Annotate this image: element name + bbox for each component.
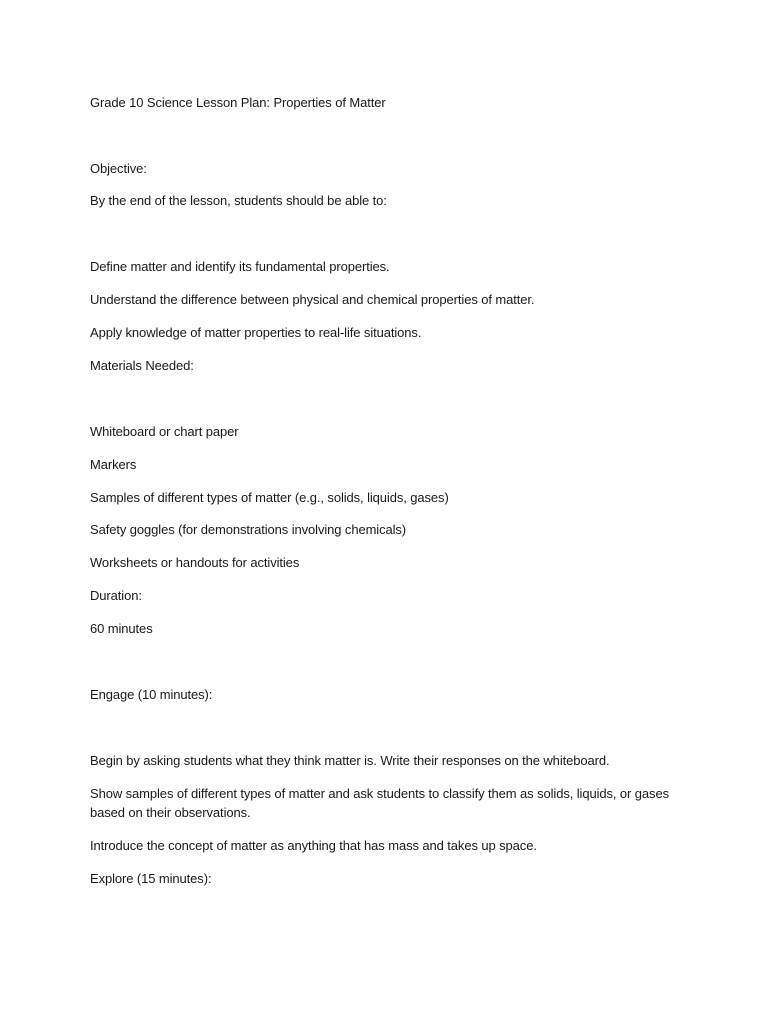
objective-item: Apply knowledge of matter properties to real-life situations.: [90, 325, 422, 340]
engage-item: Begin by asking students what they think matter is. Write their responses on the whiteboard.: [90, 753, 610, 768]
material-item: Safety goggles (for demonstrations involving chemicals): [90, 522, 407, 537]
engage-item: Introduce the concept of matter as anything that has mass and takes up space.: [90, 838, 537, 853]
engage-item: Show samples of different types of matter and ask students to classify them as solids, liquids, or gases based on their observations.: [90, 786, 669, 820]
duration-heading: Duration:: [90, 588, 142, 603]
document-title: Grade 10 Science Lesson Plan: Properties of Matter: [90, 95, 386, 110]
material-item: Whiteboard or chart paper: [90, 424, 239, 439]
objective-item: Understand the difference between physical and chemical properties of matter.: [90, 292, 535, 307]
material-item: Samples of different types of matter (e.g., solids, liquids, gases): [90, 490, 449, 505]
objective-heading: Objective:: [90, 161, 147, 176]
objective-item: Define matter and identify its fundamental properties.: [90, 259, 390, 274]
duration-value: 60 minutes: [90, 621, 153, 636]
material-item: Worksheets or handouts for activities: [90, 555, 300, 570]
engage-heading: Engage (10 minutes):: [90, 687, 213, 702]
material-item: Markers: [90, 457, 137, 472]
materials-heading: Materials Needed:: [90, 358, 194, 373]
explore-heading: Explore (15 minutes):: [90, 871, 212, 886]
objective-intro: By the end of the lesson, students should be able to:: [90, 193, 387, 208]
